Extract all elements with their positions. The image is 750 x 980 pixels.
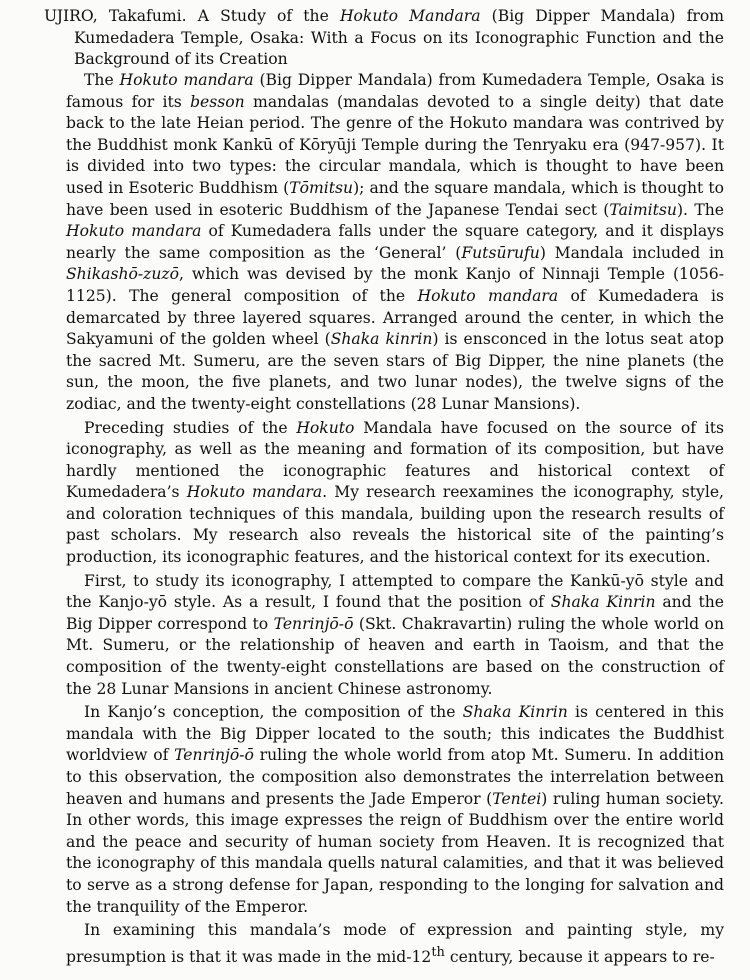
italic-term: Shikashō-zuzō: [66, 265, 180, 284]
italic-term: Taimitsu: [609, 200, 677, 219]
text-run: ruling the whole world from atop Mt. Sumeru. In addition to this observation, the composition also demonstrates the interrelation between heaven and humans and presents the Jade Emperor (: [66, 746, 724, 808]
italic-term: Hokuto: [296, 418, 355, 437]
text-run: ) ruling human society. In other words, this image expresses the reign of Buddhism over the entire world and the peace and security of human society from Heaven. It is recognized that the iconography of this mandala quells natural calamities, and that it was believed to serve as a strong defense for Japan, responding to the longing for salvation and the tranquility of the Emperor.: [66, 789, 724, 916]
author-name: UJIRO, Takafumi.: [44, 7, 187, 25]
italic-term: Tenrinjō-ō: [174, 746, 254, 765]
title-pre: A Study of the: [197, 7, 329, 25]
body-paragraph: [66, 920, 724, 968]
text-run: (Big Dipper Mandala) from Kumedadera Temple, Osaka is famous for its: [66, 71, 724, 111]
italic-term: Hokuto mandara: [66, 222, 202, 241]
text-run: In examining this mandala’s mode of expression and painting style, my presumption is that it was made in the mid-12: [66, 921, 724, 966]
text-run: is centered in this mandala with the Big Dipper located to the south; this indicates the Buddhist worldview of: [66, 703, 725, 765]
text-run: First, to study its iconography, I attempted to compare the Kankū-yō style and the Kanjo-yō style. As a result, I found that the position of: [66, 571, 724, 612]
italic-term: Tenrinjō-ō: [273, 614, 354, 633]
text-run: mandalas (mandalas devoted to a single deity) that date back to the late Heian period. The genre of the Hokuto mandara was contrived by the Buddhist monk Kankū of Kōryūji Temple during the Tenryaku era (947-957). It is divided into two types: the circular mandala, which is thought to have been used in Esoteric Buddhism (: [66, 92, 725, 197]
article-header: [44, 6, 724, 71]
italic-term: Futsūrufu: [461, 243, 540, 262]
italic-term: Shaka Kinrin: [550, 593, 656, 612]
italic-term: Hokuto mandara: [417, 286, 559, 305]
text-run: ) is ensconced in the lotus seat atop the sacred Mt. Sumeru, are the seven stars of Big Dipper, the nine planets (the sun, the moon, the five planets, and two lunar nodes), the twelve signs of the zodiac, and the twenty-eight constellations (28 Lunar Mansions).: [66, 330, 724, 413]
italic-term: Shaka Kinrin: [462, 703, 568, 722]
title-italic: Hokuto Mandara: [339, 7, 481, 25]
superscript: th: [431, 944, 445, 960]
abstract-body: [66, 70, 724, 971]
text-run: The: [84, 71, 120, 89]
body-paragraph: [66, 418, 724, 569]
body-paragraph: [66, 702, 724, 918]
text-run: In Kanjo’s conception, the composition of the: [84, 703, 463, 722]
text-run: Preceding studies of the: [84, 418, 297, 437]
italic-term: Shaka kinrin: [330, 330, 433, 349]
text-run: century, because it appears to re-: [444, 947, 715, 966]
text-run: ) Mandala included in: [539, 243, 724, 262]
text-run: , which was devised by the monk Kanjo of Ninnaji Temple (1056-1125). The general composition of the: [66, 265, 724, 305]
italic-term: Tōmitsu: [289, 178, 354, 197]
body-paragraph: [66, 70, 724, 416]
text-run: of Kumedadera falls under the square category, and it displays nearly the same composition as the ‘General’ (: [66, 222, 724, 262]
text-run: of Kumedadera is demarcated by three layered squares. Arranged around the center, in which the Sakyamuni of the golden wheel (: [66, 286, 724, 349]
italic-term: Hokuto mandara: [119, 71, 254, 89]
italic-term: Tentei: [492, 789, 542, 808]
text-run: (Skt. Chakravartin) ruling the whole world on Mt. Sumeru, or the relationship of heaven and earth in Taoism, and that the composition of the twenty-eight constellations are based on the construction of the 28 Lunar Mansions in ancient Chinese astronomy.: [66, 614, 724, 698]
text-run: . My research reexamines the iconography, style, and coloration techniques of this mandala, building upon the research results of past scholars. My research also reveals the historical site of the painting’s production, its iconographic features, and the historical context for its execution.: [66, 483, 725, 567]
italic-term: besson: [190, 92, 245, 111]
body-paragraph: [66, 571, 724, 701]
italic-term: Hokuto mandara: [186, 483, 323, 502]
text-run: Mandala have focused on the source of its iconography, as well as the meaning and formation of its composition, but have hardly mentioned the iconographic features and historical context of Kumedadera’s: [66, 418, 724, 502]
text-run: and the Big Dipper correspond to: [66, 593, 725, 633]
text-run: ). The: [676, 200, 724, 219]
title-post: (Big Dipper Mandala) from Kumedadera Temple, Osaka: With a Focus on its Iconographic Function and the Background of its Creation: [74, 7, 724, 68]
text-run: ); and the square mandala, which is thought to have been used in esoteric Buddhism of the Japanese Tendai sect (: [66, 178, 724, 219]
